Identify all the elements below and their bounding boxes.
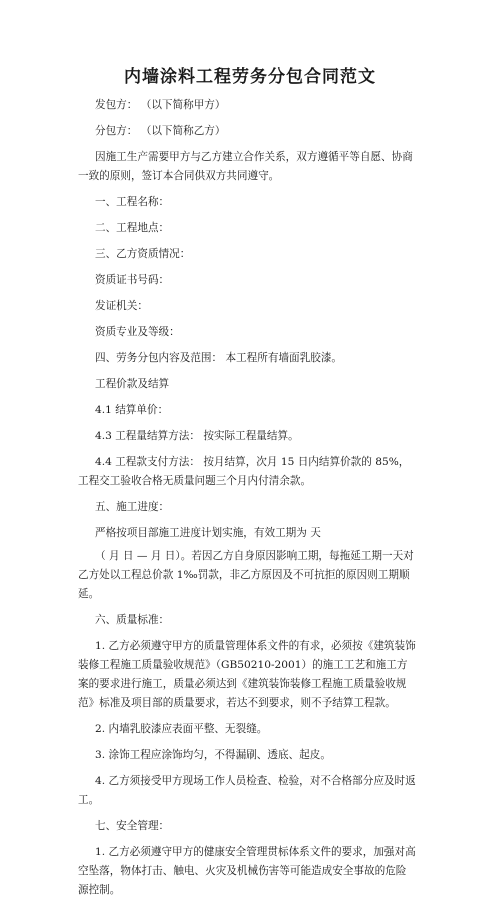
section-1-project-name: 一、工程名称： [95, 196, 170, 208]
quality-item-1: 1. 乙方必须遵守甲方的质量管理体系文件的有求，必须按《建筑装饰装修工程施工质量验收规范》（GB50210-2001）的施工工艺和施工方案的要求进行施工，质量必须达到《建筑装饰装修工程施工质量验收规范》标准及项目部的质量要求，若达不到要求，则不予结算工程款。 [78, 640, 416, 709]
issuing-authority-line: 发证机关： [95, 300, 148, 312]
schedule-text-2: （ 月 日 — 月 日）。若因乙方自身原因影响工期，每拖延工期一天对乙方处以工程总价款 1‰罚款，非乙方原因及不可抗拒的原因则工期顺延。 [78, 550, 414, 600]
clause-4-1: 4.1 结算单价： [95, 404, 169, 416]
clause-4-4: 4.4 工程款支付方法： 按月结算，次月 15 日内结算价款的 85%，工程交工验收合格无质量问题三个月内付清余款。 [78, 456, 410, 487]
safety-item-1: 1. 乙方必须遵守甲方的健康安全管理贯标体系文件的要求，加强对高空坠落，物体打击、触电、火灾及机械伤害等可能造成安全事故的危险源控制。 [78, 846, 416, 896]
qualification-grade-line: 资质专业及等级： [95, 326, 180, 338]
price-settlement-heading: 工程价款及结算 [95, 378, 170, 390]
section-3-qualification: 三、乙方资质情况： [95, 248, 191, 260]
section-5-schedule: 五、施工进度： [95, 501, 170, 513]
quality-item-4: 4. 乙方须接受甲方现场工作人员检查、检验，对不合格部分应及时返工。 [78, 775, 416, 806]
certificate-number-line: 资质证书号码： [95, 274, 170, 286]
section-4-scope: 四、劳务分包内容及范围： 本工程所有墙面乳胶漆。 [95, 352, 343, 364]
section-7-safety: 七、安全管理： [95, 820, 170, 832]
schedule-text-1: 严格按项目部施工进度计划实施，有效工期为 天 [95, 527, 321, 539]
quality-item-2: 2. 内墙乳胶漆应表面平整、无裂缝。 [95, 723, 268, 735]
clause-4-3: 4.3 工程量结算方法： 按实际工程量结算。 [95, 430, 299, 442]
party-b-line: 分包方： （以下简称乙方） [95, 125, 226, 137]
party-a-line: 发包方： （以下简称甲方） [95, 99, 226, 111]
section-6-quality: 六、质量标准： [95, 614, 170, 626]
section-2-project-location: 二、工程地点： [95, 222, 170, 234]
document-body [78, 96, 416, 904]
quality-item-3: 3. 涂饰工程应涂饰均匀，不得漏刷、透底、起皮。 [95, 749, 331, 761]
preamble-paragraph: 因施工生产需要甲方与乙方建立合作关系，双方遵循平等自愿、协商一致的原则，签订本合同供双方共同遵守。 [78, 151, 413, 182]
document-title: 内墙涂料工程劳务分包合同范文 [124, 67, 376, 87]
